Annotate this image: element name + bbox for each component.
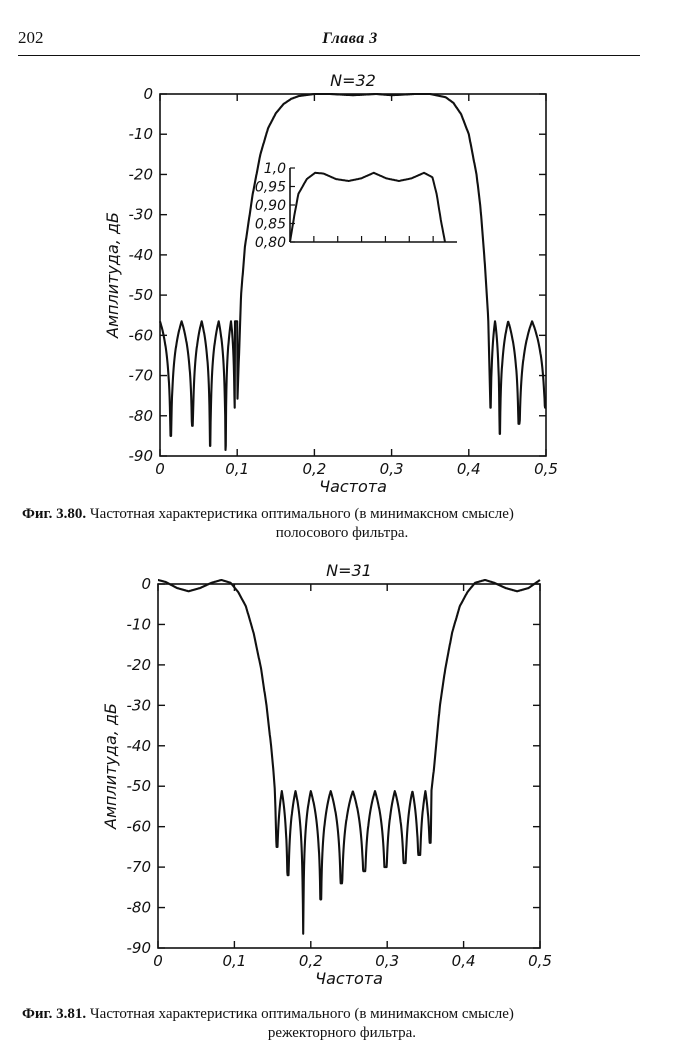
- inset-y-tick-label: 0,95: [254, 179, 286, 196]
- y-tick-label: -50: [126, 777, 151, 796]
- y-tick-label: -90: [126, 939, 151, 957]
- y-axis-label: Амплитуда, дБ: [103, 212, 122, 338]
- y-tick-label: -10: [126, 615, 151, 634]
- running-head: Глава 3: [322, 30, 378, 47]
- figure-3-80-bandpass-chart: [0, 60, 700, 500]
- x-axis-label: Частота: [319, 477, 387, 496]
- caption-line-1: Частотная характеристика оптимального (в минимаксном смысле): [89, 1006, 514, 1022]
- y-tick-label: -40: [126, 736, 151, 755]
- y-tick-label: -50: [128, 286, 153, 305]
- y-tick-label: -60: [126, 817, 151, 836]
- y-tick-label: -80: [126, 898, 151, 917]
- plot-frame: [158, 584, 540, 948]
- x-tick-label: 0,1: [222, 952, 247, 970]
- x-tick-label: 0,3: [375, 952, 400, 970]
- y-tick-label: -30: [126, 696, 151, 715]
- y-tick-label: -70: [126, 858, 151, 877]
- x-tick-label: 0,4: [451, 952, 476, 970]
- x-tick-label: 0,2: [298, 952, 323, 970]
- x-tick-label: 0: [155, 460, 165, 478]
- y-tick-label: 0: [141, 575, 151, 593]
- inset-series-line: [290, 173, 445, 242]
- caption-label: Фиг. 3.81.: [22, 1006, 87, 1022]
- y-tick-label: -60: [128, 326, 153, 345]
- series-line: [158, 580, 540, 934]
- figure-3-81-bandstop-chart: [0, 550, 700, 990]
- x-tick-label: 0,3: [379, 460, 404, 478]
- y-tick-label: -90: [128, 447, 153, 465]
- inset-y-tick-label: 1,0: [263, 161, 286, 177]
- y-tick-label: -20: [128, 165, 153, 184]
- series-line: [160, 94, 546, 450]
- caption-line-1: Частотная характеристика оптимального (в минимаксном смысле): [89, 506, 514, 522]
- inset-y-tick-label: 0,90: [254, 198, 286, 214]
- x-tick-label: 0,4: [456, 460, 481, 478]
- caption-line-2: полосового фильтра.: [275, 525, 409, 541]
- x-tick-label: 0,5: [528, 952, 552, 970]
- x-tick-label: 0,5: [534, 460, 558, 478]
- y-tick-label: -40: [128, 245, 153, 264]
- plot-frame: [160, 94, 546, 456]
- y-tick-label: -80: [128, 406, 153, 425]
- y-tick-label: -20: [126, 655, 151, 674]
- y-tick-label: 0: [143, 85, 153, 103]
- y-tick-label: -70: [128, 366, 153, 385]
- x-tick-label: 0: [153, 952, 163, 970]
- y-tick-label: -10: [128, 125, 153, 144]
- x-tick-label: 0,2: [302, 460, 327, 478]
- y-axis-label: Амплитуда, дБ: [101, 703, 120, 829]
- x-axis-label: Частота: [315, 969, 383, 988]
- chart-title: N=32: [330, 71, 376, 90]
- chart-title: N=31: [326, 561, 372, 580]
- y-tick-label: -30: [128, 205, 153, 224]
- x-tick-label: 0,1: [225, 460, 250, 478]
- inset-y-tick-label: 0,85: [254, 216, 286, 233]
- inset-y-tick-label: 0,80: [254, 235, 286, 251]
- caption-label: Фиг. 3.80.: [22, 506, 87, 522]
- page-number: 202: [18, 28, 44, 47]
- figure-3-80-caption: [22, 505, 662, 543]
- header-rule: [18, 55, 640, 56]
- figure-3-81-caption: [22, 1005, 662, 1043]
- caption-line-2: режекторного фильтра.: [267, 1025, 417, 1041]
